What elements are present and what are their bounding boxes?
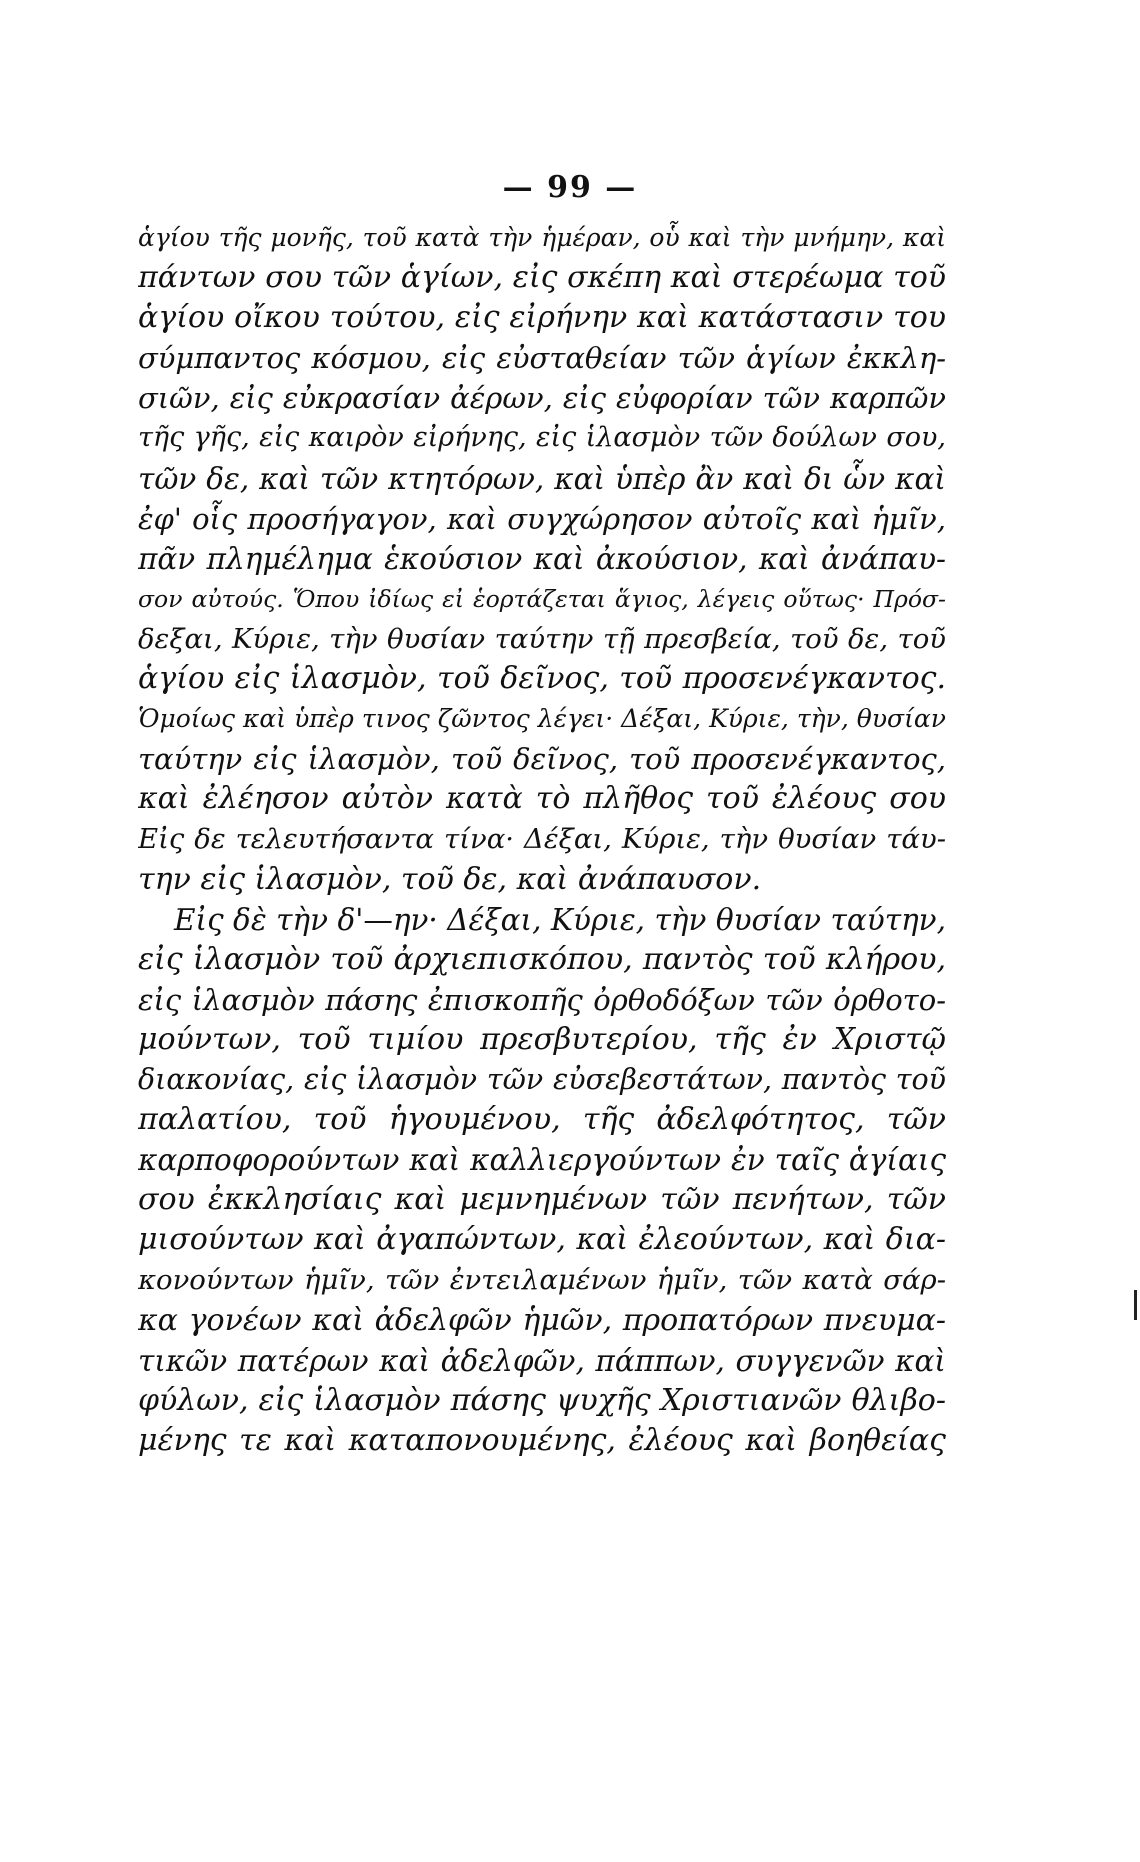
- text-line: σον αὐτούς. Ὅπου ἰδίως εἰ ἑορτάζεται ἅγιος, λέγεις οὕτως· Πρόσ-: [138, 584, 946, 613]
- text-line: καρποφορούντων καὶ καλλιεργούντων ἐν ταῖς ἁγίαις: [138, 1143, 946, 1178]
- text-line: τικῶν πατέρων καὶ ἀδελφῶν, πάππων, συγγενῶν καὶ: [138, 1343, 946, 1378]
- text-line: δεξαι, Κύριε, τὴν θυσίαν ταύτην τῇ πρεσβεία, τοῦ δε, τοῦ: [138, 622, 946, 655]
- text-line: ἁγίου εἰς ἱλασμὸν, τοῦ δεῖνος, τοῦ προσενέγκαντος.: [138, 661, 946, 697]
- text-line: καὶ ἐλέησον αὐτὸν κατὰ τὸ πλῆθος τοῦ ἐλέους σου: [138, 781, 946, 817]
- scan-edge-mark: [1134, 1290, 1137, 1320]
- text-line: μένης τε καὶ καταπονουμένης, ἐλέους καὶ βοηθείας: [138, 1422, 946, 1458]
- text-line: ἁγίου οἴκου τούτου, εἰς εἰρήνην καὶ κατάστασιν του: [138, 300, 946, 336]
- text-line: Εἰς δὲ τὴν δ'—ην· Δέξαι, Κύριε, τὴν θυσίαν ταύτην,: [174, 902, 946, 937]
- text-line: μισούντων καὶ ἀγαπώντων, καὶ ἐλεούντων, καὶ δια-: [138, 1222, 946, 1258]
- text-line: φύλων, εἰς ἱλασμὸν πάσης ψυχῆς Χριστιανῶν θλιβο-: [138, 1382, 946, 1418]
- text-line: εἰς ἱλασμὸν τοῦ ἀρχιεπισκόπου, παντὸς τοῦ κλήρου,: [138, 941, 946, 977]
- text-line: σου ἐκκλησίαις καὶ μεμνημένων τῶν πενήτων, τῶν: [138, 1182, 946, 1218]
- text-line: εἰς ἱλασμὸν πάσης ἐπισκοπῆς ὀρθοδόξων τῶν ὀρθοτο-: [138, 982, 946, 1017]
- text-line: την εἰς ἱλασμὸν, τοῦ δε, καὶ ἀνάπαυσον.: [138, 861, 762, 897]
- text-line: διακονίας, εἰς ἱλασμὸν τῶν εὐσεβεστάτων, παντὸς τοῦ: [138, 1062, 946, 1096]
- text-line: ἐφ' οἷς προσήγαγον, καὶ συγχώρησον αὐτοῖς καὶ ἡμῖν,: [138, 501, 946, 536]
- body-text: [138, 218, 946, 1461]
- text-line: τῶν δε, καὶ τῶν κτητόρων, καὶ ὑπὲρ ἂν καὶ δι ὧν καὶ: [138, 461, 946, 496]
- text-line: Εἰς δε τελευτήσαντα τίνα· Δέξαι, Κύριε, τὴν θυσίαν τάυ-: [138, 823, 946, 856]
- text-line: Ὁμοίως καὶ ὑπὲρ τινος ζῶντος λέγει· Δέξαι, Κύριε, τὴν, θυσίαν: [138, 704, 946, 734]
- text-line: πάντων σου τῶν ἁγίων, εἰς σκέπη καὶ στερέωμα τοῦ: [138, 260, 946, 296]
- text-line: μούντων, τοῦ τιμίου πρεσβυτερίου, τῆς ἐν Χριστῷ: [138, 1021, 946, 1057]
- text-line: σύμπαντος κόσμου, εἰς εὐσταθείαν τῶν ἁγίων ἐκκλη-: [138, 341, 946, 376]
- page-number: — 99 —: [502, 170, 638, 205]
- text-line: ἁγίου τῆς μονῆς, τοῦ κατὰ τὴν ἡμέραν, οὗ καὶ τὴν μνήμην, καὶ: [138, 223, 946, 252]
- text-line: σιῶν, εἰς εὐκρασίαν ἀέρων, εἰς εὐφορίαν τῶν καρπῶν: [138, 381, 946, 416]
- text-line: κα γονέων καὶ ἀδελφῶν ἡμῶν, προπατόρων πνευμα-: [138, 1302, 946, 1338]
- text-line: κονούντων ἡμῖν, τῶν ἐντειλαμένων ἡμῖν, τῶν κατὰ σάρ-: [138, 1264, 946, 1297]
- text-line: παλατίου, τοῦ ἡγουμένου, τῆς ἀδελφότητος, τῶν: [138, 1102, 946, 1138]
- text-line: πᾶν πλημέλημα ἑκούσιον καὶ ἀκούσιον, καὶ ἀνάπαυ-: [138, 541, 946, 576]
- text-line: ταύτην εἰς ἱλασμὸν, τοῦ δεῖνος, τοῦ προσενέγκαντος,: [138, 742, 946, 777]
- text-line: τῆς γῆς, εἰς καιρὸν εἰρήνης, εἰς ἱλασμὸν τῶν δούλων σου,: [138, 422, 946, 454]
